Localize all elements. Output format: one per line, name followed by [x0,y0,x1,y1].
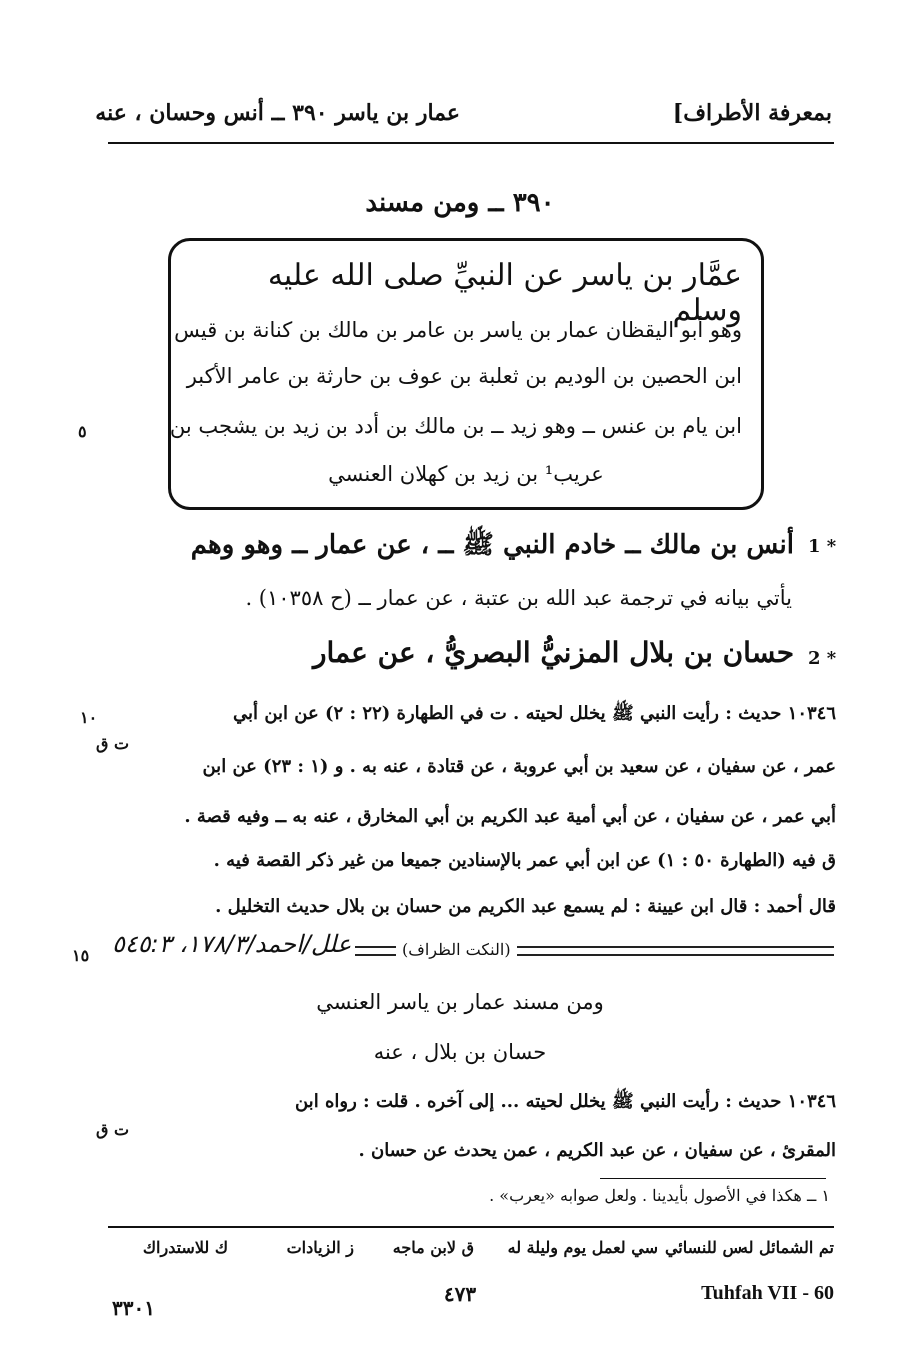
footnote-rule [600,1178,826,1179]
legend-ziyadat: ز الزيادات [286,1238,354,1257]
addition-hadith-line-2: المقرئ ، عن سفيان ، عن عبد الكريم ، عمن يحدث عن حسان . [358,1140,836,1161]
legend-shamail: تم الشمائل له [740,1238,834,1257]
header-chapter-title: عمار بن ياسر ٣٩٠ ــ أنس وحسان ، عنه [95,100,460,126]
nukat-label: (النكت الظراف) [396,940,517,959]
margin-number-5: ٥ [78,422,87,441]
hadith-1-line-5: قال أحمد : قال ابن عيينة : لم يسمع عبد الكريم من حسان بن بلال حديث التخليل . [215,896,836,917]
hadith-1-line-4: ق فيه (الطهارة ٥٠ : ١) عن ابن أبي عمر بالإسنادين جميعا من غير ذكر القصة فيه . [213,850,836,871]
legend-amal-yawm: سي لعمل يوم وليلة له [507,1238,658,1257]
addition-hadith-line-1: ١٠٣٤٦ حديث : رأيت النبي ﷺ يخلل لحيته ... إلى آخره . قلت : رواه ابن [294,1091,836,1112]
entry-2-title: حسان بن بلال المزنيُّ البصريُّ ، عن عمار [312,636,794,669]
entry-1-title: أنس بن مالك ــ خادم النبي ﷺ ــ ، عن عمار ــ وهو وهم [190,530,794,560]
addition-margin-label: ت ق [96,1120,130,1139]
hadith-1-margin-label: ت ق [96,734,130,753]
entry-1-marker: 1 * [808,536,837,557]
box-line-2: ابن الحصين بن الوديم بن ثعلبة بن عوف بن حارثة بن عامر الأكبر [186,364,742,388]
hadith-1-line-2: عمر ، عن سفيان ، عن سعيد بن أبي عروبة ، عن قتادة ، عنه به . و (١ : ٢٣) عن ابن [202,756,836,777]
header-book-title: بمعرفة الأطراف] [672,100,832,126]
box-name: عمَّار بن ياسر عن النبيِّ صلى الله عليه وسلم [267,258,742,328]
legend-nasai: س للنسائي [664,1238,742,1257]
margin-number-10: ١٠ [80,708,98,727]
hadith-1-line-3: أبي عمر ، عن سفيان ، عن أبي أمية عبد الكريم بن أبي المخارق ، عنه به ــ وفيه قصة . [184,806,836,827]
section-title: ٣٩٠ ــ ومن مسند [365,188,555,218]
box-line-3: ابن يام بن عنس ــ وهو زيد ــ بن مالك بن أدد بن زيد بن يشجب بن [169,414,742,438]
footer-page-number: ٤٧٣ [443,1282,477,1306]
legend-rule [108,1226,834,1228]
entry-1-line-2: يأتي بيانه في ترجمة عبد الله بن عتبة ، عن عمار ــ (ح ١٠٣٥٨) . [245,586,792,610]
footer-left-number: ٣٣٠١ [112,1296,155,1320]
legend-istidrak: ك للاستدراك [142,1238,228,1257]
addition-heading-1: ومن مسند عمار بن ياسر العنسي [316,990,604,1014]
legend-ibn-majah: ق لابن ماجه [392,1238,474,1257]
handwritten-annotation: علل/احمد/١٧٨/٣، ٥٤٥:٣ [108,930,355,958]
footnote-text: ١ ــ هكذا في الأصول بأيدينا . ولعل صوابه «يعرب» . [489,1186,830,1205]
margin-number-15: ١٥ [72,946,90,965]
addition-heading-2: حسان بن بلال ، عنه [373,1040,547,1064]
footer-volume: Tuhfah VII - 60 [701,1282,834,1304]
box-line-4: عريب¹ بن زيد بن كهلان العنسي [328,462,604,486]
box-line-1: وهو أبو اليقظان عمار بن ياسر بن عامر بن مالك بن كنانة بن قيس [174,318,742,342]
hadith-1-line-1: ١٠٣٤٦ حديث : رأيت النبي ﷺ يخلل لحيته . ت في الطهارة (٢٢ : ٢) عن ابن أبي [233,703,836,724]
header-rule [108,142,834,144]
entry-2-marker: 2 * [808,648,837,669]
